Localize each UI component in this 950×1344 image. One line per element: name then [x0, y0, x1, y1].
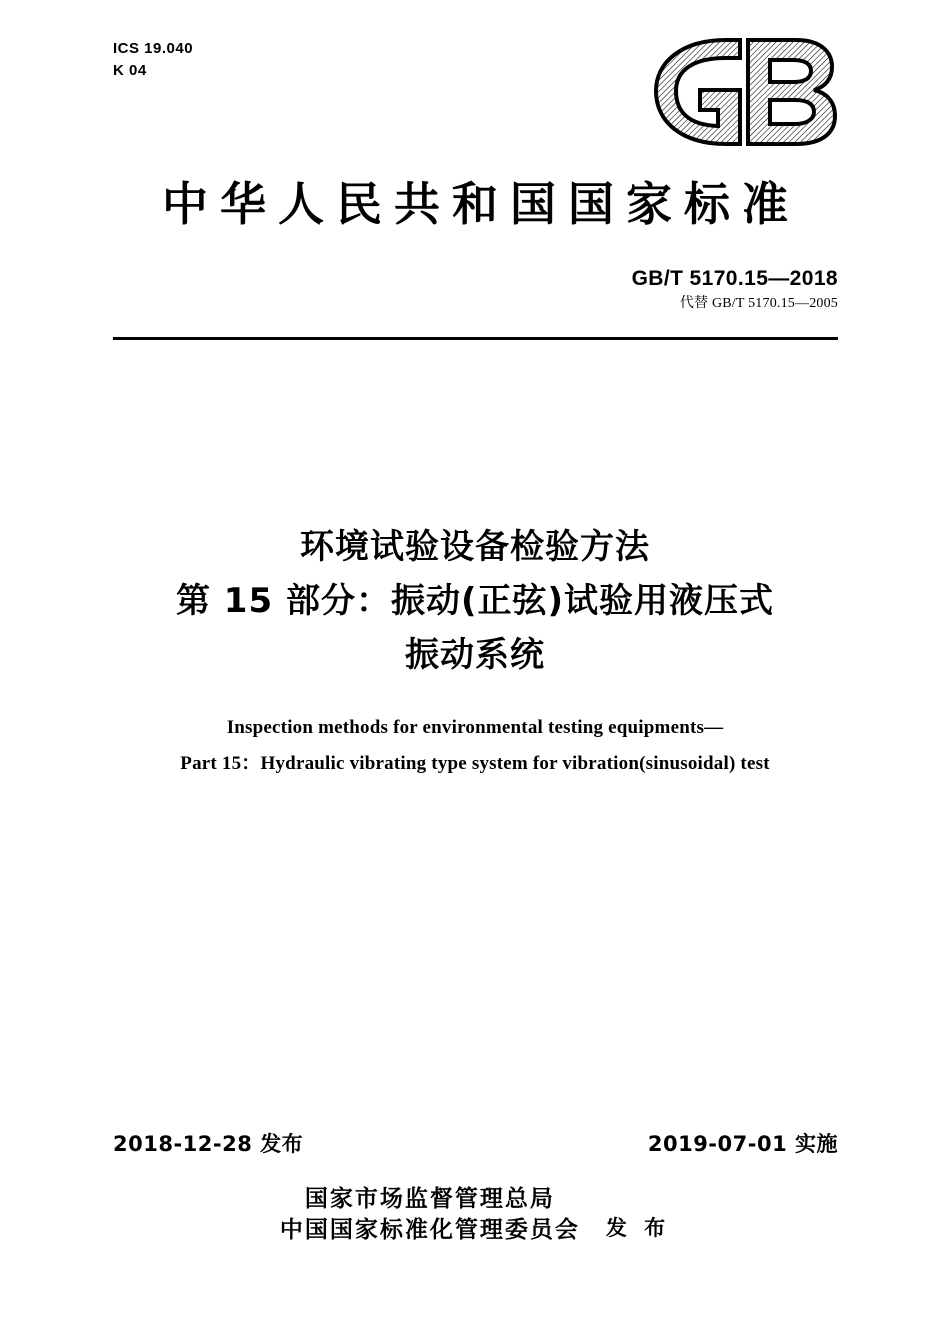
document-title-cn-line1: 环境试验设备检验方法: [300, 527, 650, 567]
ics-block: [113, 38, 193, 82]
ics-code: ICS 19.040: [113, 40, 194, 57]
implementation-date: 2019-07-01 实施: [647, 1132, 838, 1156]
document-title-en-line2: Part 15：Hydraulic vibrating type system for vibration(sinusoidal) test: [180, 753, 770, 774]
document-title-cn: [0, 520, 950, 682]
document-title-cn-line3: 振动系统: [405, 635, 545, 675]
document-title-en-line1: Inspection methods for environmental testing equipments—: [226, 717, 724, 738]
standard-number-block: [632, 266, 838, 314]
gb-logo-icon: [648, 34, 838, 149]
issuer-publish-label: 发 布: [605, 1216, 671, 1240]
document-title-en: [0, 710, 950, 782]
standard-number: GB/T 5170.15—2018: [631, 267, 838, 290]
issuer-line-1: 国家市场监督管理总局: [304, 1186, 555, 1212]
issuer-line-2: 中国国家标准化管理委员会: [279, 1217, 580, 1243]
classification-code: K 04: [113, 62, 147, 79]
document-title-cn-line2: 第 15 部分：振动(正弦)试验用液压式: [175, 581, 775, 621]
standard-replaces: 代替 GB/T 5170.15—2005: [679, 296, 838, 311]
national-standard-title: 中华人民共和国国家标准: [162, 177, 800, 231]
header-divider: [113, 337, 838, 340]
issuer-names: [280, 1184, 580, 1246]
issuer-block: [0, 1184, 950, 1246]
issue-date: 2018-12-28 发布: [113, 1132, 304, 1156]
date-row: [113, 1128, 838, 1158]
